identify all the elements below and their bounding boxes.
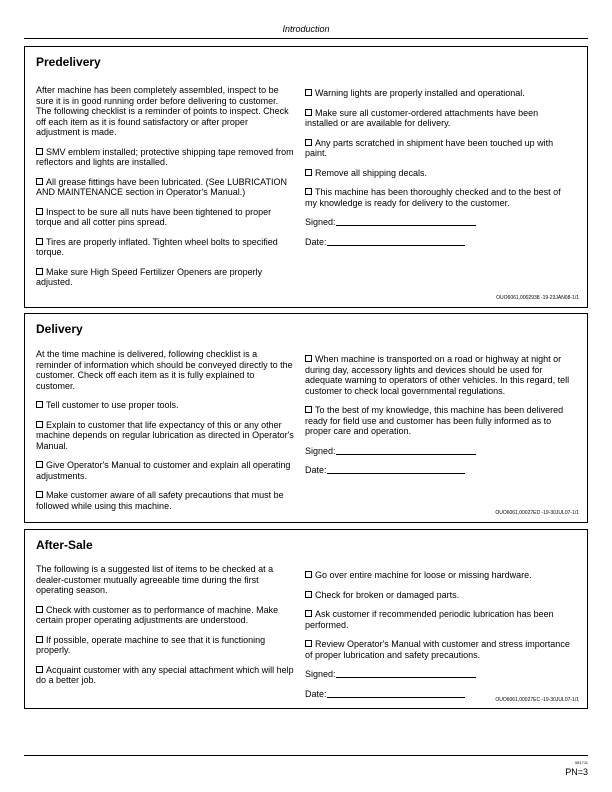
checkbox-icon[interactable] <box>36 491 43 498</box>
date-line: Date: <box>305 465 573 476</box>
checklist-item: When machine is transported on a road or highway at night or during day, accessory lights and devices should be used for adequate warning to operators of other vehicles. In this regard, tell customer to check local governmental regulations. <box>305 354 570 396</box>
aftersale-title: After-Sale <box>36 538 93 552</box>
signature-field[interactable] <box>336 446 476 455</box>
checkbox-icon[interactable] <box>36 421 43 428</box>
checkbox-icon[interactable] <box>305 139 312 146</box>
date-line: Date: <box>305 689 573 700</box>
delivery-title: Delivery <box>36 322 83 336</box>
predelivery-title: Predelivery <box>36 55 101 69</box>
reference-code: OUO6061,00027EC -19-30JUL07-1/1 <box>495 697 579 703</box>
checkbox-icon[interactable] <box>36 178 43 185</box>
checklist-item: Make customer aware of all safety precautions that must be followed while using this machine. <box>36 490 284 511</box>
checkbox-icon[interactable] <box>36 268 43 275</box>
checklist-item: Check with customer as to performance of machine. Make certain proper operating adjustments are understood. <box>36 604 279 625</box>
checklist-item: Give Operator's Manual to customer and explain all operating adjustments. <box>36 460 291 481</box>
signed-line: Signed: <box>305 446 573 457</box>
checkbox-icon[interactable] <box>36 148 43 155</box>
signed-line: Signed: <box>305 669 573 680</box>
header-rule <box>24 38 588 39</box>
date-field[interactable] <box>327 689 465 698</box>
predelivery-right-column <box>305 88 573 256</box>
page-header-title: Introduction <box>282 24 330 34</box>
date-field[interactable] <box>327 237 465 246</box>
checkbox-icon[interactable] <box>305 640 312 647</box>
aftersale-left-column <box>36 564 294 695</box>
checkbox-icon[interactable] <box>36 238 43 245</box>
delivery-section <box>24 313 588 523</box>
checklist-item: Check for broken or damaged parts. <box>305 590 573 601</box>
signature-field[interactable] <box>336 669 476 678</box>
checklist-item: Ask customer if recommended periodic lubrication has been performed. <box>305 609 554 630</box>
delivery-left-column <box>36 349 294 520</box>
checklist-item: Make sure all customer-ordered attachments have been installed or are available for delivery. <box>305 107 539 128</box>
checkbox-icon[interactable] <box>36 636 43 643</box>
checkbox-icon[interactable] <box>36 666 43 673</box>
aftersale-section <box>24 529 588 709</box>
checklist-item: Go over entire machine for loose or missing hardware. <box>305 570 573 581</box>
checklist-item: SMV emblem installed; protective shipping tape removed from reflectors and lights are installed. <box>36 146 294 167</box>
checklist-item: Remove all shipping decals. <box>305 168 573 179</box>
checklist-item: Make sure High Speed Fertilizer Openers are properly adjusted. <box>36 266 263 287</box>
checklist-item: Acquaint customer with any special attachment which will help do a better job. <box>36 664 294 685</box>
aftersale-intro: The following is a suggested list of items to be checked at a dealer-customer mutually agreeable time during the first operating season. <box>36 564 274 595</box>
checklist-item: Explain to customer that life expectancy of this or any other machine depends on regular lubrication as directed in Operator's Manual. <box>36 419 294 451</box>
checklist-item: All grease fittings have been lubricated. (See LUBRICATION AND MAINTENANCE section in Operator's Manual.) <box>36 176 287 197</box>
checkbox-icon[interactable] <box>36 461 43 468</box>
predelivery-section <box>24 46 588 308</box>
checklist-item: This machine has been thoroughly checked and to the best of my knowledge is ready for delivery to the customer. <box>305 187 561 208</box>
page-number: PN=3 <box>565 767 588 777</box>
checklist-item: Any parts scratched in shipment have been touched up with paint. <box>305 137 554 158</box>
checkbox-icon[interactable] <box>305 169 312 176</box>
delivery-right-column <box>305 354 573 485</box>
checkbox-icon[interactable] <box>36 606 43 613</box>
checkbox-icon[interactable] <box>305 591 312 598</box>
reference-code: OUO6061,00027ED -19-30JUL07-1/1 <box>495 510 579 516</box>
checkbox-icon[interactable] <box>36 208 43 215</box>
checklist-item: To the best of my knowledge, this machine has been delivered ready for field use and customer has been fully informed as to proper care and operation. <box>305 405 564 436</box>
predelivery-left-column <box>36 85 294 297</box>
footer-date-code: 081711 <box>574 760 588 765</box>
reference-code: OUO6061,0002938 -19-23JAN08-1/1 <box>496 295 579 301</box>
aftersale-right-column <box>305 570 573 708</box>
checkbox-icon[interactable] <box>305 89 312 96</box>
checklist-item: Warning lights are properly installed and operational. <box>305 88 573 99</box>
checkbox-icon[interactable] <box>305 571 312 578</box>
checklist-item: Tires are properly inflated. Tighten wheel bolts to specified torque. <box>36 236 278 257</box>
checkbox-icon[interactable] <box>305 109 312 116</box>
checkbox-icon[interactable] <box>305 610 312 617</box>
checkbox-icon[interactable] <box>305 406 312 413</box>
date-line: Date: <box>305 237 573 248</box>
date-field[interactable] <box>327 465 465 474</box>
checklist-item: Review Operator's Manual with customer and stress importance of proper lubrication and safety precautions. <box>305 639 570 660</box>
checkbox-icon[interactable] <box>305 355 312 362</box>
predelivery-intro: After machine has been completely assembled, inspect to be sure it is in good running order before delivering to customer. The following checklist is a reminder of points to inspect. Check off each item as it is found satisfactory or after proper adjustment is made. <box>36 85 289 137</box>
signature-field[interactable] <box>336 217 476 226</box>
checklist-item: Inspect to be sure all nuts have been tightened to proper torque and all cotter pins spread. <box>36 206 272 227</box>
signed-line: Signed: <box>305 217 573 228</box>
footer-rule <box>24 755 588 756</box>
checklist-item: Tell customer to use proper tools. <box>36 400 294 411</box>
checklist-item: If possible, operate machine to see that it is functioning properly. <box>36 634 266 655</box>
checkbox-icon[interactable] <box>305 188 312 195</box>
checkbox-icon[interactable] <box>36 401 43 408</box>
delivery-intro: At the time machine is delivered, following checklist is a reminder of information which should be conveyed directly to the customer. Check off each item as it is fully explained to customer. <box>36 349 293 391</box>
